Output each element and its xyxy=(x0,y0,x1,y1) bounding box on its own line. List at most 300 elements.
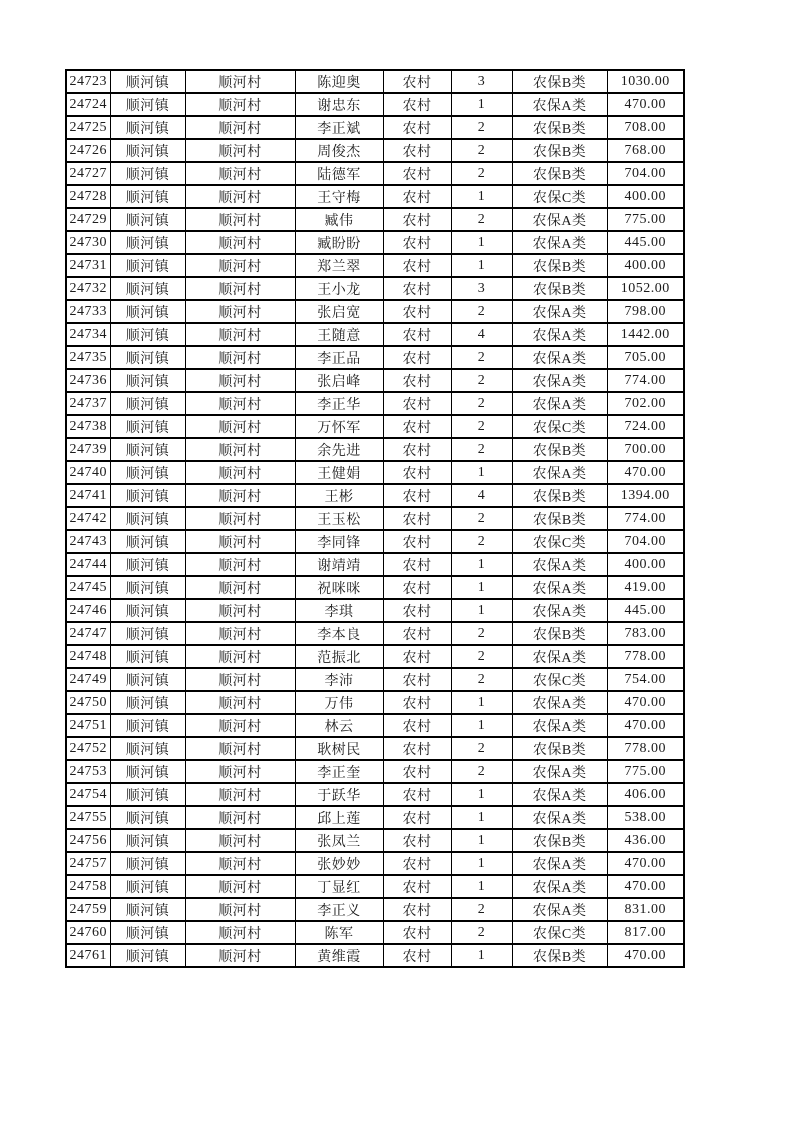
cell-town: 顺河镇 xyxy=(110,392,185,415)
cell-person-count: 1 xyxy=(451,254,512,277)
cell-village: 顺河村 xyxy=(185,139,295,162)
cell-village: 顺河村 xyxy=(185,921,295,944)
cell-town: 顺河镇 xyxy=(110,645,185,668)
cell-insurance-class: 农保A类 xyxy=(512,461,607,484)
cell-person-count: 1 xyxy=(451,93,512,116)
cell-town: 顺河镇 xyxy=(110,668,185,691)
cell-name: 郑兰翠 xyxy=(295,254,383,277)
cell-name: 李正品 xyxy=(295,346,383,369)
cell-name: 李沛 xyxy=(295,668,383,691)
cell-insurance-class: 农保A类 xyxy=(512,369,607,392)
cell-town: 顺河镇 xyxy=(110,208,185,231)
cell-person-count: 1 xyxy=(451,553,512,576)
cell-village: 顺河村 xyxy=(185,599,295,622)
cell-insurance-class: 农保A类 xyxy=(512,645,607,668)
cell-name: 耿树民 xyxy=(295,737,383,760)
cell-residence-type: 农村 xyxy=(383,668,451,691)
cell-town: 顺河镇 xyxy=(110,162,185,185)
cell-record-id: 24737 xyxy=(66,392,110,415)
cell-record-id: 24745 xyxy=(66,576,110,599)
cell-person-count: 3 xyxy=(451,277,512,300)
cell-village: 顺河村 xyxy=(185,875,295,898)
cell-residence-type: 农村 xyxy=(383,645,451,668)
cell-town: 顺河镇 xyxy=(110,806,185,829)
cell-person-count: 2 xyxy=(451,622,512,645)
cell-village: 顺河村 xyxy=(185,254,295,277)
cell-village: 顺河村 xyxy=(185,93,295,116)
cell-person-count: 2 xyxy=(451,921,512,944)
cell-amount: 400.00 xyxy=(607,254,684,277)
table-body xyxy=(66,70,684,967)
cell-village: 顺河村 xyxy=(185,392,295,415)
cell-person-count: 1 xyxy=(451,829,512,852)
cell-person-count: 1 xyxy=(451,576,512,599)
cell-town: 顺河镇 xyxy=(110,277,185,300)
cell-residence-type: 农村 xyxy=(383,300,451,323)
table-row xyxy=(66,599,684,622)
cell-amount: 704.00 xyxy=(607,530,684,553)
cell-town: 顺河镇 xyxy=(110,622,185,645)
table-row xyxy=(66,254,684,277)
cell-amount: 470.00 xyxy=(607,461,684,484)
cell-record-id: 24740 xyxy=(66,461,110,484)
cell-amount: 470.00 xyxy=(607,93,684,116)
cell-town: 顺河镇 xyxy=(110,139,185,162)
cell-record-id: 24734 xyxy=(66,323,110,346)
cell-person-count: 2 xyxy=(451,645,512,668)
cell-insurance-class: 农保B类 xyxy=(512,507,607,530)
cell-person-count: 1 xyxy=(451,185,512,208)
cell-record-id: 24738 xyxy=(66,415,110,438)
cell-record-id: 24732 xyxy=(66,277,110,300)
cell-residence-type: 农村 xyxy=(383,875,451,898)
table-row xyxy=(66,875,684,898)
cell-village: 顺河村 xyxy=(185,553,295,576)
cell-village: 顺河村 xyxy=(185,852,295,875)
cell-person-count: 2 xyxy=(451,507,512,530)
table-row xyxy=(66,461,684,484)
cell-village: 顺河村 xyxy=(185,806,295,829)
cell-residence-type: 农村 xyxy=(383,116,451,139)
table-row xyxy=(66,668,684,691)
cell-record-id: 24733 xyxy=(66,300,110,323)
cell-village: 顺河村 xyxy=(185,898,295,921)
cell-town: 顺河镇 xyxy=(110,369,185,392)
cell-residence-type: 农村 xyxy=(383,139,451,162)
table-row xyxy=(66,553,684,576)
cell-residence-type: 农村 xyxy=(383,760,451,783)
cell-insurance-class: 农保A类 xyxy=(512,576,607,599)
cell-town: 顺河镇 xyxy=(110,323,185,346)
cell-residence-type: 农村 xyxy=(383,714,451,737)
cell-village: 顺河村 xyxy=(185,507,295,530)
cell-amount: 470.00 xyxy=(607,944,684,967)
cell-record-id: 24759 xyxy=(66,898,110,921)
cell-town: 顺河镇 xyxy=(110,599,185,622)
cell-village: 顺河村 xyxy=(185,231,295,254)
table-row xyxy=(66,760,684,783)
cell-person-count: 2 xyxy=(451,369,512,392)
table-row xyxy=(66,185,684,208)
cell-village: 顺河村 xyxy=(185,737,295,760)
cell-residence-type: 农村 xyxy=(383,254,451,277)
cell-person-count: 1 xyxy=(451,852,512,875)
table-row xyxy=(66,438,684,461)
cell-residence-type: 农村 xyxy=(383,208,451,231)
cell-amount: 774.00 xyxy=(607,507,684,530)
cell-amount: 1030.00 xyxy=(607,70,684,93)
cell-residence-type: 农村 xyxy=(383,484,451,507)
cell-person-count: 3 xyxy=(451,70,512,93)
cell-insurance-class: 农保C类 xyxy=(512,415,607,438)
table-row xyxy=(66,93,684,116)
cell-town: 顺河镇 xyxy=(110,185,185,208)
cell-record-id: 24753 xyxy=(66,760,110,783)
cell-insurance-class: 农保A类 xyxy=(512,852,607,875)
cell-residence-type: 农村 xyxy=(383,691,451,714)
cell-residence-type: 农村 xyxy=(383,162,451,185)
cell-person-count: 1 xyxy=(451,691,512,714)
cell-residence-type: 农村 xyxy=(383,461,451,484)
cell-village: 顺河村 xyxy=(185,645,295,668)
cell-village: 顺河村 xyxy=(185,438,295,461)
cell-residence-type: 农村 xyxy=(383,921,451,944)
cell-village: 顺河村 xyxy=(185,944,295,967)
cell-amount: 775.00 xyxy=(607,760,684,783)
cell-residence-type: 农村 xyxy=(383,323,451,346)
cell-name: 陈迎奥 xyxy=(295,70,383,93)
cell-insurance-class: 农保A类 xyxy=(512,300,607,323)
cell-insurance-class: 农保A类 xyxy=(512,691,607,714)
cell-name: 王小龙 xyxy=(295,277,383,300)
table-row xyxy=(66,484,684,507)
cell-name: 李正奎 xyxy=(295,760,383,783)
cell-insurance-class: 农保C类 xyxy=(512,185,607,208)
cell-amount: 1394.00 xyxy=(607,484,684,507)
cell-insurance-class: 农保A类 xyxy=(512,208,607,231)
cell-name: 王彬 xyxy=(295,484,383,507)
cell-insurance-class: 农保B类 xyxy=(512,277,607,300)
cell-name: 邱上莲 xyxy=(295,806,383,829)
table-row xyxy=(66,277,684,300)
cell-person-count: 2 xyxy=(451,898,512,921)
cell-name: 李正华 xyxy=(295,392,383,415)
cell-amount: 724.00 xyxy=(607,415,684,438)
cell-amount: 778.00 xyxy=(607,645,684,668)
cell-record-id: 24736 xyxy=(66,369,110,392)
cell-insurance-class: 农保C类 xyxy=(512,668,607,691)
cell-insurance-class: 农保C类 xyxy=(512,530,607,553)
cell-amount: 400.00 xyxy=(607,553,684,576)
table-row xyxy=(66,300,684,323)
cell-village: 顺河村 xyxy=(185,346,295,369)
cell-record-id: 24760 xyxy=(66,921,110,944)
cell-name: 张妙妙 xyxy=(295,852,383,875)
table-row xyxy=(66,806,684,829)
cell-record-id: 24729 xyxy=(66,208,110,231)
cell-name: 李本良 xyxy=(295,622,383,645)
table-row xyxy=(66,346,684,369)
cell-insurance-class: 农保A类 xyxy=(512,599,607,622)
cell-person-count: 1 xyxy=(451,806,512,829)
cell-name: 李同锋 xyxy=(295,530,383,553)
cell-residence-type: 农村 xyxy=(383,622,451,645)
cell-name: 林云 xyxy=(295,714,383,737)
cell-village: 顺河村 xyxy=(185,576,295,599)
cell-name: 陆德军 xyxy=(295,162,383,185)
table-row xyxy=(66,622,684,645)
cell-name: 祝咪咪 xyxy=(295,576,383,599)
cell-town: 顺河镇 xyxy=(110,507,185,530)
cell-town: 顺河镇 xyxy=(110,415,185,438)
cell-residence-type: 农村 xyxy=(383,898,451,921)
cell-residence-type: 农村 xyxy=(383,783,451,806)
table-row xyxy=(66,231,684,254)
table-row xyxy=(66,645,684,668)
cell-record-id: 24755 xyxy=(66,806,110,829)
cell-residence-type: 农村 xyxy=(383,392,451,415)
cell-insurance-class: 农保B类 xyxy=(512,70,607,93)
cell-name: 于跃华 xyxy=(295,783,383,806)
cell-record-id: 24741 xyxy=(66,484,110,507)
cell-town: 顺河镇 xyxy=(110,944,185,967)
cell-town: 顺河镇 xyxy=(110,875,185,898)
cell-insurance-class: 农保B类 xyxy=(512,829,607,852)
cell-residence-type: 农村 xyxy=(383,806,451,829)
cell-village: 顺河村 xyxy=(185,668,295,691)
table-row xyxy=(66,829,684,852)
cell-amount: 774.00 xyxy=(607,369,684,392)
table-row xyxy=(66,530,684,553)
cell-village: 顺河村 xyxy=(185,208,295,231)
cell-person-count: 2 xyxy=(451,737,512,760)
cell-village: 顺河村 xyxy=(185,461,295,484)
cell-person-count: 1 xyxy=(451,875,512,898)
cell-village: 顺河村 xyxy=(185,277,295,300)
cell-amount: 400.00 xyxy=(607,185,684,208)
cell-insurance-class: 农保B类 xyxy=(512,438,607,461)
cell-town: 顺河镇 xyxy=(110,346,185,369)
cell-residence-type: 农村 xyxy=(383,852,451,875)
table-row xyxy=(66,208,684,231)
cell-town: 顺河镇 xyxy=(110,300,185,323)
cell-town: 顺河镇 xyxy=(110,691,185,714)
cell-person-count: 1 xyxy=(451,783,512,806)
cell-village: 顺河村 xyxy=(185,70,295,93)
cell-amount: 704.00 xyxy=(607,162,684,185)
table-row xyxy=(66,944,684,967)
cell-village: 顺河村 xyxy=(185,622,295,645)
cell-record-id: 24724 xyxy=(66,93,110,116)
cell-amount: 754.00 xyxy=(607,668,684,691)
cell-town: 顺河镇 xyxy=(110,530,185,553)
cell-person-count: 2 xyxy=(451,116,512,139)
cell-record-id: 24761 xyxy=(66,944,110,967)
cell-person-count: 1 xyxy=(451,599,512,622)
table-row xyxy=(66,783,684,806)
cell-name: 臧盼盼 xyxy=(295,231,383,254)
cell-residence-type: 农村 xyxy=(383,438,451,461)
cell-insurance-class: 农保B类 xyxy=(512,254,607,277)
table-row xyxy=(66,139,684,162)
cell-person-count: 2 xyxy=(451,208,512,231)
cell-village: 顺河村 xyxy=(185,185,295,208)
cell-amount: 783.00 xyxy=(607,622,684,645)
cell-village: 顺河村 xyxy=(185,162,295,185)
cell-town: 顺河镇 xyxy=(110,576,185,599)
cell-village: 顺河村 xyxy=(185,369,295,392)
cell-record-id: 24735 xyxy=(66,346,110,369)
cell-record-id: 24757 xyxy=(66,852,110,875)
cell-residence-type: 农村 xyxy=(383,829,451,852)
table-row xyxy=(66,415,684,438)
cell-name: 谢靖靖 xyxy=(295,553,383,576)
cell-amount: 436.00 xyxy=(607,829,684,852)
cell-amount: 705.00 xyxy=(607,346,684,369)
cell-village: 顺河村 xyxy=(185,714,295,737)
cell-record-id: 24751 xyxy=(66,714,110,737)
cell-village: 顺河村 xyxy=(185,300,295,323)
cell-amount: 419.00 xyxy=(607,576,684,599)
cell-residence-type: 农村 xyxy=(383,944,451,967)
cell-amount: 445.00 xyxy=(607,231,684,254)
cell-record-id: 24730 xyxy=(66,231,110,254)
table-row xyxy=(66,70,684,93)
cell-village: 顺河村 xyxy=(185,760,295,783)
cell-town: 顺河镇 xyxy=(110,829,185,852)
cell-amount: 1052.00 xyxy=(607,277,684,300)
cell-record-id: 24743 xyxy=(66,530,110,553)
table-row xyxy=(66,576,684,599)
cell-record-id: 24726 xyxy=(66,139,110,162)
cell-insurance-class: 农保A类 xyxy=(512,783,607,806)
cell-residence-type: 农村 xyxy=(383,507,451,530)
cell-record-id: 24727 xyxy=(66,162,110,185)
cell-residence-type: 农村 xyxy=(383,530,451,553)
cell-residence-type: 农村 xyxy=(383,576,451,599)
table-row xyxy=(66,323,684,346)
cell-name: 周俊杰 xyxy=(295,139,383,162)
cell-person-count: 2 xyxy=(451,346,512,369)
cell-insurance-class: 农保A类 xyxy=(512,93,607,116)
cell-insurance-class: 农保B类 xyxy=(512,737,607,760)
cell-amount: 538.00 xyxy=(607,806,684,829)
cell-name: 张启宽 xyxy=(295,300,383,323)
insurance-records-table xyxy=(65,69,685,968)
cell-insurance-class: 农保A类 xyxy=(512,714,607,737)
cell-name: 王随意 xyxy=(295,323,383,346)
cell-amount: 798.00 xyxy=(607,300,684,323)
cell-town: 顺河镇 xyxy=(110,70,185,93)
cell-name: 王健娟 xyxy=(295,461,383,484)
table-row xyxy=(66,507,684,530)
cell-village: 顺河村 xyxy=(185,783,295,806)
cell-residence-type: 农村 xyxy=(383,93,451,116)
cell-name: 张启峰 xyxy=(295,369,383,392)
cell-insurance-class: 农保B类 xyxy=(512,162,607,185)
table-row xyxy=(66,852,684,875)
cell-insurance-class: 农保B类 xyxy=(512,944,607,967)
cell-name: 黄维霞 xyxy=(295,944,383,967)
cell-amount: 768.00 xyxy=(607,139,684,162)
cell-amount: 775.00 xyxy=(607,208,684,231)
cell-person-count: 2 xyxy=(451,300,512,323)
cell-name: 谢忠东 xyxy=(295,93,383,116)
cell-residence-type: 农村 xyxy=(383,737,451,760)
cell-person-count: 2 xyxy=(451,668,512,691)
cell-name: 余先进 xyxy=(295,438,383,461)
cell-residence-type: 农村 xyxy=(383,185,451,208)
cell-record-id: 24725 xyxy=(66,116,110,139)
cell-insurance-class: 农保A类 xyxy=(512,553,607,576)
cell-name: 王玉松 xyxy=(295,507,383,530)
cell-town: 顺河镇 xyxy=(110,760,185,783)
cell-record-id: 24746 xyxy=(66,599,110,622)
cell-insurance-class: 农保B类 xyxy=(512,116,607,139)
cell-record-id: 24739 xyxy=(66,438,110,461)
cell-record-id: 24752 xyxy=(66,737,110,760)
cell-name: 万怀军 xyxy=(295,415,383,438)
cell-town: 顺河镇 xyxy=(110,93,185,116)
cell-town: 顺河镇 xyxy=(110,783,185,806)
cell-name: 陈军 xyxy=(295,921,383,944)
cell-person-count: 2 xyxy=(451,415,512,438)
cell-village: 顺河村 xyxy=(185,530,295,553)
cell-residence-type: 农村 xyxy=(383,553,451,576)
cell-town: 顺河镇 xyxy=(110,116,185,139)
cell-amount: 445.00 xyxy=(607,599,684,622)
cell-name: 李琪 xyxy=(295,599,383,622)
cell-residence-type: 农村 xyxy=(383,369,451,392)
cell-person-count: 2 xyxy=(451,760,512,783)
cell-person-count: 4 xyxy=(451,484,512,507)
cell-town: 顺河镇 xyxy=(110,231,185,254)
cell-village: 顺河村 xyxy=(185,829,295,852)
cell-residence-type: 农村 xyxy=(383,415,451,438)
cell-insurance-class: 农保C类 xyxy=(512,921,607,944)
cell-name: 张凤兰 xyxy=(295,829,383,852)
cell-amount: 817.00 xyxy=(607,921,684,944)
cell-person-count: 1 xyxy=(451,461,512,484)
cell-insurance-class: 农保B类 xyxy=(512,622,607,645)
table-row xyxy=(66,392,684,415)
table-row xyxy=(66,921,684,944)
cell-amount: 708.00 xyxy=(607,116,684,139)
cell-residence-type: 农村 xyxy=(383,599,451,622)
cell-record-id: 24758 xyxy=(66,875,110,898)
cell-residence-type: 农村 xyxy=(383,346,451,369)
cell-amount: 406.00 xyxy=(607,783,684,806)
cell-amount: 831.00 xyxy=(607,898,684,921)
cell-person-count: 2 xyxy=(451,392,512,415)
cell-residence-type: 农村 xyxy=(383,231,451,254)
cell-town: 顺河镇 xyxy=(110,438,185,461)
cell-amount: 702.00 xyxy=(607,392,684,415)
cell-town: 顺河镇 xyxy=(110,553,185,576)
cell-insurance-class: 农保A类 xyxy=(512,760,607,783)
cell-insurance-class: 农保B类 xyxy=(512,484,607,507)
cell-village: 顺河村 xyxy=(185,415,295,438)
cell-person-count: 1 xyxy=(451,231,512,254)
cell-insurance-class: 农保A类 xyxy=(512,231,607,254)
cell-person-count: 2 xyxy=(451,139,512,162)
table-row xyxy=(66,714,684,737)
cell-record-id: 24731 xyxy=(66,254,110,277)
cell-town: 顺河镇 xyxy=(110,714,185,737)
cell-insurance-class: 农保A类 xyxy=(512,323,607,346)
cell-person-count: 4 xyxy=(451,323,512,346)
cell-name: 王守梅 xyxy=(295,185,383,208)
